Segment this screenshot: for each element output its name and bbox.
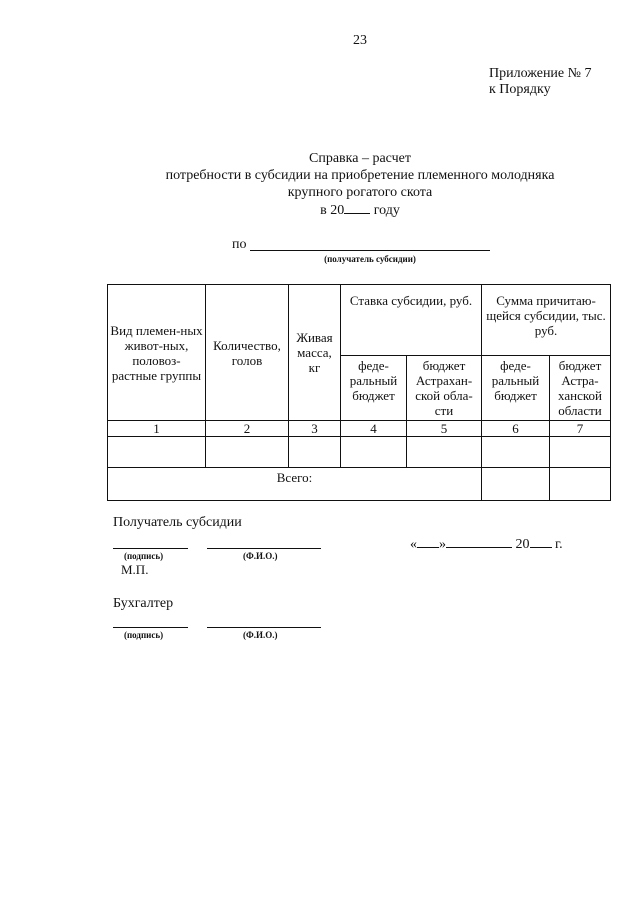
- total-row: [108, 468, 611, 501]
- accountant-signature-title: Бухгалтер: [113, 596, 174, 611]
- appendix-line-1: Приложение № 7: [489, 66, 592, 81]
- date-field: [410, 535, 563, 553]
- column-number: 4: [341, 421, 407, 437]
- recipient-prefix: по: [232, 237, 247, 252]
- column-number: 3: [289, 421, 341, 437]
- column-number: 2: [206, 421, 289, 437]
- accountant-name-field[interactable]: [207, 627, 321, 628]
- title-year-prefix: в 20: [320, 203, 345, 218]
- document-title: [120, 150, 600, 219]
- accountant-signature-caption: (подпись): [124, 630, 164, 640]
- total-federal-cell[interactable]: [482, 468, 550, 501]
- date-year-blank[interactable]: [530, 535, 552, 548]
- title-line-3: крупного рогатого скота: [287, 185, 433, 200]
- header-animal-type: Вид племен-ных живот-ных, половоз-растные группы: [108, 285, 206, 421]
- calculation-table: [107, 284, 611, 501]
- recipient-caption: (получатель субсидии): [324, 254, 416, 264]
- title-line-1: Справка – расчет: [309, 151, 411, 166]
- table-cell[interactable]: [108, 437, 206, 468]
- header-subsidy-rate: Ставка субсидии, руб.: [341, 285, 482, 356]
- recipient-signature-title: Получатель субсидии: [113, 515, 242, 530]
- recipient-name-caption: (Ф.И.О.): [243, 551, 278, 561]
- page-number: 23: [353, 33, 367, 48]
- title-year-blank[interactable]: [344, 201, 370, 214]
- table-cell[interactable]: [482, 437, 550, 468]
- table-cell[interactable]: [341, 437, 407, 468]
- table-row: [108, 437, 611, 468]
- column-number: 6: [482, 421, 550, 437]
- stamp-placeholder: М.П.: [121, 562, 149, 577]
- total-label: Всего:: [108, 468, 482, 501]
- title-year-line: [120, 201, 600, 219]
- header-rate-federal: феде-ральный бюджет: [341, 356, 407, 421]
- title-line-2: потребности в субсидии на приобретение племенного молодняка: [165, 168, 555, 183]
- column-number: 7: [550, 421, 611, 437]
- accountant-signature-field[interactable]: [113, 627, 188, 628]
- header-live-weight: Живая масса, кг: [289, 285, 341, 421]
- column-number-row: [108, 421, 611, 437]
- title-year-suffix: году: [373, 203, 400, 218]
- column-number: 5: [407, 421, 482, 437]
- recipient-field[interactable]: [250, 250, 490, 251]
- header-subsidy-amount: Сумма причитаю-щейся субсидии, тыс. руб.: [482, 285, 611, 356]
- table-cell[interactable]: [550, 437, 611, 468]
- date-year-prefix: 20: [515, 537, 530, 552]
- table-cell[interactable]: [289, 437, 341, 468]
- recipient-signature-field[interactable]: [113, 548, 188, 549]
- table-cell[interactable]: [407, 437, 482, 468]
- header-amount-regional: бюджет Астра-ханской области: [550, 356, 611, 421]
- date-year-suffix: г.: [555, 537, 563, 552]
- recipient-signature-caption: (подпись): [124, 551, 164, 561]
- header-rate-regional: бюджет Астрахан-ской обла-сти: [407, 356, 482, 421]
- appendix-line-2: к Порядку: [489, 82, 551, 97]
- table-cell[interactable]: [206, 437, 289, 468]
- appendix-note: [489, 66, 592, 98]
- recipient-name-field[interactable]: [207, 548, 321, 549]
- date-open-quote: «: [410, 537, 417, 552]
- date-month-blank[interactable]: [446, 535, 512, 548]
- accountant-name-caption: (Ф.И.О.): [243, 630, 278, 640]
- total-regional-cell[interactable]: [550, 468, 611, 501]
- date-day-blank[interactable]: [417, 535, 439, 548]
- column-number: 1: [108, 421, 206, 437]
- header-quantity: Количество, голов: [206, 285, 289, 421]
- header-amount-federal: феде-ральный бюджет: [482, 356, 550, 421]
- date-close-quote: »: [439, 537, 446, 552]
